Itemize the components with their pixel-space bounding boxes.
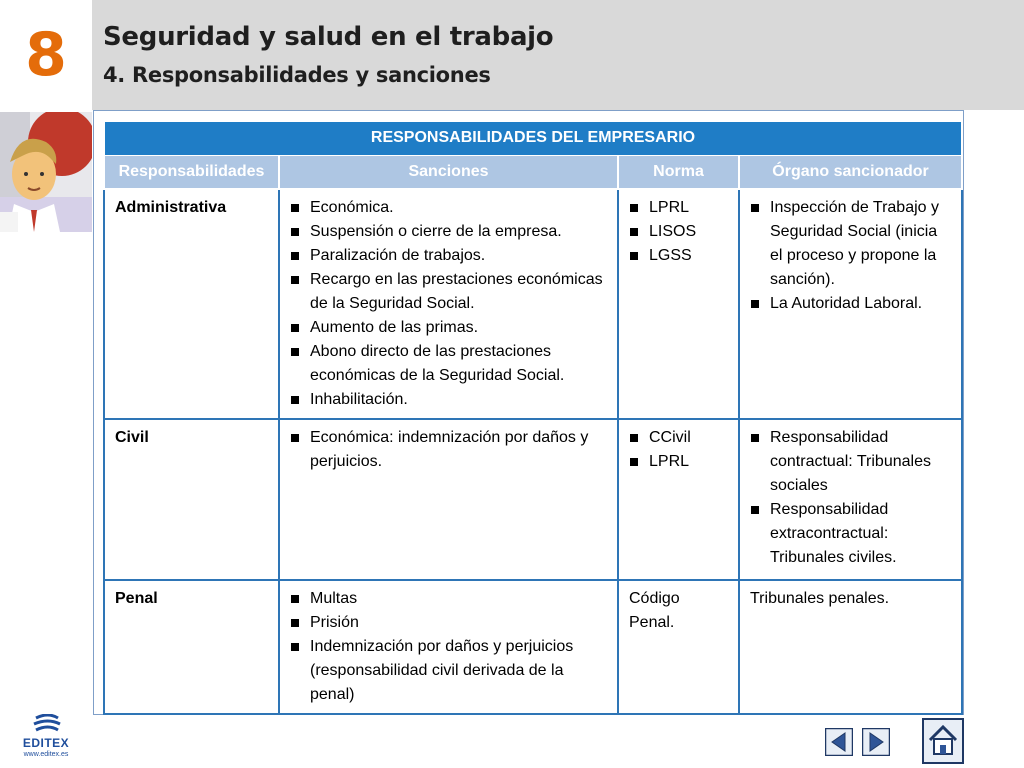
home-button[interactable] [922,718,964,764]
sanciones-cell [279,419,618,580]
logo-url: www.editex.es [23,751,69,758]
chapter-number: 8 [25,20,67,90]
list-item: Aumento de las primas. [290,316,607,340]
slide-header [92,0,1024,110]
list-item: Abono directo de las prestaciones económicas de la Seguridad Social. [290,340,607,388]
list-item: Inspección de Trabajo y Seguridad Social (inicia el proceso y propone la sanción). [750,196,951,292]
norma-cell [618,419,739,580]
list-item: Paralización de trabajos. [290,244,607,268]
column-header-sanciones: Sanciones [279,155,618,189]
previous-slide-button[interactable] [825,728,853,756]
editex-logo[interactable] [18,714,74,760]
table-row-administrativa [104,189,962,419]
list-item: Responsabilidad extracontractual: Tribunales civiles. [750,498,951,570]
list-item: LISOS [629,220,728,244]
organo-cell [739,419,962,580]
next-slide-button[interactable] [862,728,890,756]
slide-title: Seguridad y salud en el trabajo [103,22,554,52]
list-item: Recargo en las prestaciones económicas de la Seguridad Social. [290,268,607,316]
list-item: LGSS [629,244,728,268]
sanciones-cell [279,189,618,419]
list-item: La Autoridad Laboral. [750,292,951,316]
list-item: Responsabilidad contractual: Tribunales sociales [750,426,951,498]
logo-text: EDITEX [22,736,70,750]
responsibilities-table [103,120,963,715]
norma-cell [618,189,739,419]
table-row-civil [104,419,962,580]
person-illustration [0,112,92,232]
left-sidebar [0,0,92,768]
responsabilidad-cell: Administrativa [104,189,279,419]
sanciones-cell [279,580,618,714]
organo-cell [739,189,962,419]
table-container [103,120,961,715]
list-item: Suspensión o cierre de la empresa. [290,220,607,244]
list-item: Inhabilitación. [290,388,607,412]
responsabilidad-cell: Civil [104,419,279,580]
list-item: CCivil [629,426,728,450]
norma-cell: Código Penal. [618,580,739,714]
responsabilidad-cell: Penal [104,580,279,714]
editex-logo-icon [18,714,74,736]
list-item: Económica. [290,196,607,220]
column-header-norma: Norma [618,155,739,189]
list-item: Indemnización por daños y perjuicios (responsabilidad civil derivada de la penal) [290,635,607,707]
column-header-responsabilidades: Responsabilidades [104,155,279,189]
table-row-penal [104,580,962,714]
column-header-organo: Órgano sancionador [739,155,962,189]
list-item: Prisión [290,611,607,635]
list-item: LPRL [629,196,728,220]
table-caption: RESPONSABILIDADES DEL EMPRESARIO [104,121,962,155]
list-item: Multas [290,587,607,611]
slide-subtitle: 4. Responsabilidades y sanciones [103,63,491,87]
list-item: Económica: indemnización por daños y perjuicios. [290,426,607,474]
list-item: LPRL [629,450,728,474]
organo-cell: Tribunales penales. [739,580,962,714]
